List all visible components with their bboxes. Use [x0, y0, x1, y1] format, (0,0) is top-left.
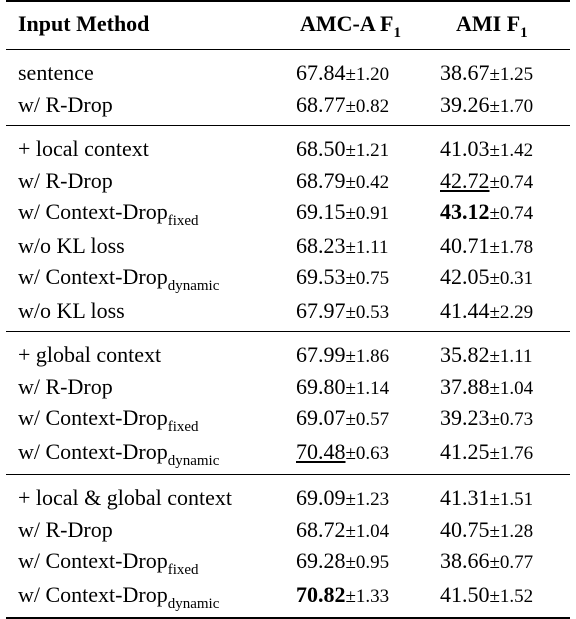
- method-subscript: fixed: [167, 562, 199, 578]
- method-label: w/ R-Drop: [18, 167, 113, 193]
- amc-score-value: 67.99: [296, 342, 346, 367]
- amc-a-f1-cell: [276, 580, 426, 619]
- amc-a-f1-cell: [276, 515, 426, 547]
- ami-f1-cell: [426, 475, 570, 515]
- ami-std-value: ±0.77: [489, 552, 534, 573]
- method-cell: [6, 546, 276, 580]
- amc-std-value: ±1.21: [345, 140, 390, 161]
- method-label: + local & global context: [18, 485, 233, 510]
- method-cell: [6, 262, 276, 296]
- amc-std-value: ±1.14: [345, 377, 390, 399]
- amc-std-value: ±0.63: [345, 442, 390, 464]
- table-row: [6, 475, 570, 515]
- header-input-method: [6, 1, 276, 50]
- ami-score-value: 35.82: [440, 342, 490, 367]
- ami-score-value: 41.31: [440, 485, 490, 510]
- method-label: w/o KL loss: [18, 297, 125, 323]
- amc-score-value: 69.80: [296, 373, 346, 399]
- row-group: [6, 50, 570, 126]
- amc-a-f1-cell: [276, 90, 426, 126]
- table-row: [6, 546, 570, 580]
- table-row: [6, 197, 570, 231]
- amc-std-value: ±1.11: [345, 236, 389, 258]
- ami-score-value: 41.03: [440, 136, 490, 161]
- method-cell: [6, 437, 276, 475]
- method-label: w/ Context-Drop: [18, 548, 168, 573]
- ami-std-value: ±1.04: [489, 377, 534, 399]
- ami-score-value: 41.50: [440, 581, 490, 607]
- ami-std-value: ±1.76: [489, 442, 534, 464]
- header-ami-label: AMI F: [456, 11, 521, 36]
- ami-score-value: 38.66: [440, 548, 490, 573]
- table-row: [6, 403, 570, 437]
- table-row: [6, 296, 570, 332]
- method-cell: [6, 90, 276, 126]
- amc-std-value: ±0.75: [345, 268, 390, 289]
- table-row: [6, 437, 570, 475]
- ami-f1-cell: [426, 515, 570, 547]
- table-row: [6, 166, 570, 198]
- header-input-method-label: Input Method: [18, 11, 150, 36]
- amc-std-value: ±1.86: [345, 346, 390, 367]
- header-row: [6, 1, 570, 50]
- table-row: [6, 262, 570, 296]
- amc-a-f1-cell: [276, 231, 426, 263]
- method-label: w/ Context-Drop: [18, 199, 168, 224]
- method-label: w/o KL loss: [18, 232, 125, 258]
- amc-score-value: 67.84: [296, 60, 346, 85]
- method-subscript: fixed: [167, 213, 199, 229]
- method-subscript: dynamic: [167, 452, 220, 469]
- header-amc-a-subscript: 1: [393, 25, 401, 41]
- amc-a-f1-cell: [276, 332, 426, 372]
- ami-f1-cell: [426, 296, 570, 332]
- ami-std-value: ±1.25: [489, 64, 534, 85]
- method-cell: [6, 580, 276, 619]
- results-table-container: [6, 0, 570, 619]
- table-row: [6, 231, 570, 263]
- method-label: w/ Context-Drop: [18, 581, 168, 607]
- table-row: [6, 332, 570, 372]
- header-ami-f1: [426, 1, 570, 50]
- amc-a-f1-cell: [276, 296, 426, 332]
- amc-a-f1-cell: [276, 546, 426, 580]
- amc-std-value: ±1.04: [345, 520, 390, 542]
- ami-std-value: ±1.78: [489, 236, 534, 258]
- table-row: [6, 580, 570, 619]
- row-group: [6, 475, 570, 619]
- amc-std-value: ±0.57: [345, 409, 390, 430]
- amc-std-value: ±0.42: [345, 171, 390, 193]
- ami-f1-cell: [426, 403, 570, 437]
- method-label: w/ Context-Drop: [18, 405, 168, 430]
- amc-a-f1-cell: [276, 475, 426, 515]
- amc-std-value: ±0.53: [345, 301, 390, 323]
- method-cell: [6, 50, 276, 90]
- amc-std-value: ±1.23: [345, 489, 390, 510]
- amc-std-value: ±1.33: [345, 585, 390, 607]
- amc-score-value: 68.79: [296, 167, 346, 193]
- ami-f1-cell: [426, 262, 570, 296]
- amc-score-value: 70.82: [296, 581, 346, 607]
- ami-std-value: ±1.28: [489, 520, 534, 542]
- amc-score-value: 70.48: [296, 438, 346, 464]
- ami-std-value: ±1.70: [489, 95, 534, 117]
- ami-score-value: 38.67: [440, 60, 490, 85]
- results-table: [6, 0, 570, 619]
- amc-a-f1-cell: [276, 166, 426, 198]
- row-group: [6, 126, 570, 332]
- amc-std-value: ±0.82: [345, 95, 390, 117]
- method-label: sentence: [18, 60, 94, 85]
- amc-score-value: 68.23: [296, 232, 346, 258]
- ami-std-value: ±1.52: [489, 585, 534, 607]
- method-label: + global context: [18, 342, 162, 367]
- amc-score-value: 69.53: [296, 264, 346, 289]
- ami-score-value: 37.88: [440, 373, 490, 399]
- method-label: w/ R-Drop: [18, 91, 113, 117]
- ami-score-value: 41.44: [440, 297, 490, 323]
- method-cell: [6, 372, 276, 404]
- ami-std-value: ±0.31: [489, 268, 534, 289]
- amc-std-value: ±1.20: [345, 64, 390, 85]
- method-cell: [6, 197, 276, 231]
- table-row: [6, 372, 570, 404]
- amc-score-value: 68.77: [296, 91, 346, 117]
- ami-score-value: 40.75: [440, 516, 490, 542]
- method-cell: [6, 231, 276, 263]
- ami-std-value: ±1.51: [489, 489, 534, 510]
- amc-score-value: 69.07: [296, 405, 346, 430]
- method-cell: [6, 166, 276, 198]
- method-cell: [6, 403, 276, 437]
- ami-score-value: 42.05: [440, 264, 490, 289]
- method-cell: [6, 296, 276, 332]
- amc-a-f1-cell: [276, 372, 426, 404]
- ami-f1-cell: [426, 372, 570, 404]
- ami-score-value: 42.72: [440, 167, 490, 193]
- method-subscript: dynamic: [167, 595, 220, 612]
- ami-f1-cell: [426, 90, 570, 126]
- ami-f1-cell: [426, 580, 570, 619]
- amc-a-f1-cell: [276, 403, 426, 437]
- ami-std-value: ±0.74: [489, 203, 534, 224]
- ami-f1-cell: [426, 197, 570, 231]
- method-cell: [6, 126, 276, 166]
- table-row: [6, 50, 570, 90]
- ami-score-value: 41.25: [440, 438, 490, 464]
- method-label: w/ R-Drop: [18, 373, 113, 399]
- table-header: [6, 1, 570, 50]
- table-row: [6, 90, 570, 126]
- table-row: [6, 126, 570, 166]
- ami-score-value: 43.12: [440, 199, 490, 224]
- method-cell: [6, 332, 276, 372]
- method-label: w/ Context-Drop: [18, 438, 168, 464]
- table-row: [6, 515, 570, 547]
- ami-score-value: 39.23: [440, 405, 490, 430]
- ami-std-value: ±0.73: [489, 409, 534, 430]
- method-subscript: fixed: [167, 419, 199, 435]
- amc-a-f1-cell: [276, 50, 426, 90]
- method-subscript: dynamic: [167, 278, 220, 294]
- ami-f1-cell: [426, 437, 570, 475]
- method-cell: [6, 475, 276, 515]
- ami-f1-cell: [426, 50, 570, 90]
- ami-score-value: 40.71: [440, 232, 490, 258]
- amc-score-value: 67.97: [296, 297, 346, 323]
- method-label: + local context: [18, 136, 149, 161]
- ami-std-value: ±1.11: [489, 346, 533, 367]
- amc-score-value: 68.72: [296, 516, 346, 542]
- amc-a-f1-cell: [276, 262, 426, 296]
- ami-std-value: ±2.29: [489, 301, 534, 323]
- amc-score-value: 69.15: [296, 199, 346, 224]
- ami-score-value: 39.26: [440, 91, 490, 117]
- ami-f1-cell: [426, 166, 570, 198]
- amc-score-value: 68.50: [296, 136, 346, 161]
- amc-a-f1-cell: [276, 197, 426, 231]
- ami-f1-cell: [426, 546, 570, 580]
- amc-score-value: 69.09: [296, 485, 346, 510]
- header-amc-a-f1: [276, 1, 426, 50]
- amc-a-f1-cell: [276, 437, 426, 475]
- amc-a-f1-cell: [276, 126, 426, 166]
- ami-std-value: ±0.74: [489, 171, 534, 193]
- header-amc-a-label: AMC-A F: [300, 11, 394, 36]
- method-label: w/ Context-Drop: [18, 264, 168, 289]
- amc-std-value: ±0.95: [345, 552, 390, 573]
- amc-std-value: ±0.91: [345, 203, 390, 224]
- amc-score-value: 69.28: [296, 548, 346, 573]
- ami-std-value: ±1.42: [489, 140, 534, 161]
- method-label: w/ R-Drop: [18, 516, 113, 542]
- ami-f1-cell: [426, 126, 570, 166]
- header-ami-subscript: 1: [520, 25, 528, 41]
- ami-f1-cell: [426, 332, 570, 372]
- method-cell: [6, 515, 276, 547]
- ami-f1-cell: [426, 231, 570, 263]
- row-group: [6, 332, 570, 475]
